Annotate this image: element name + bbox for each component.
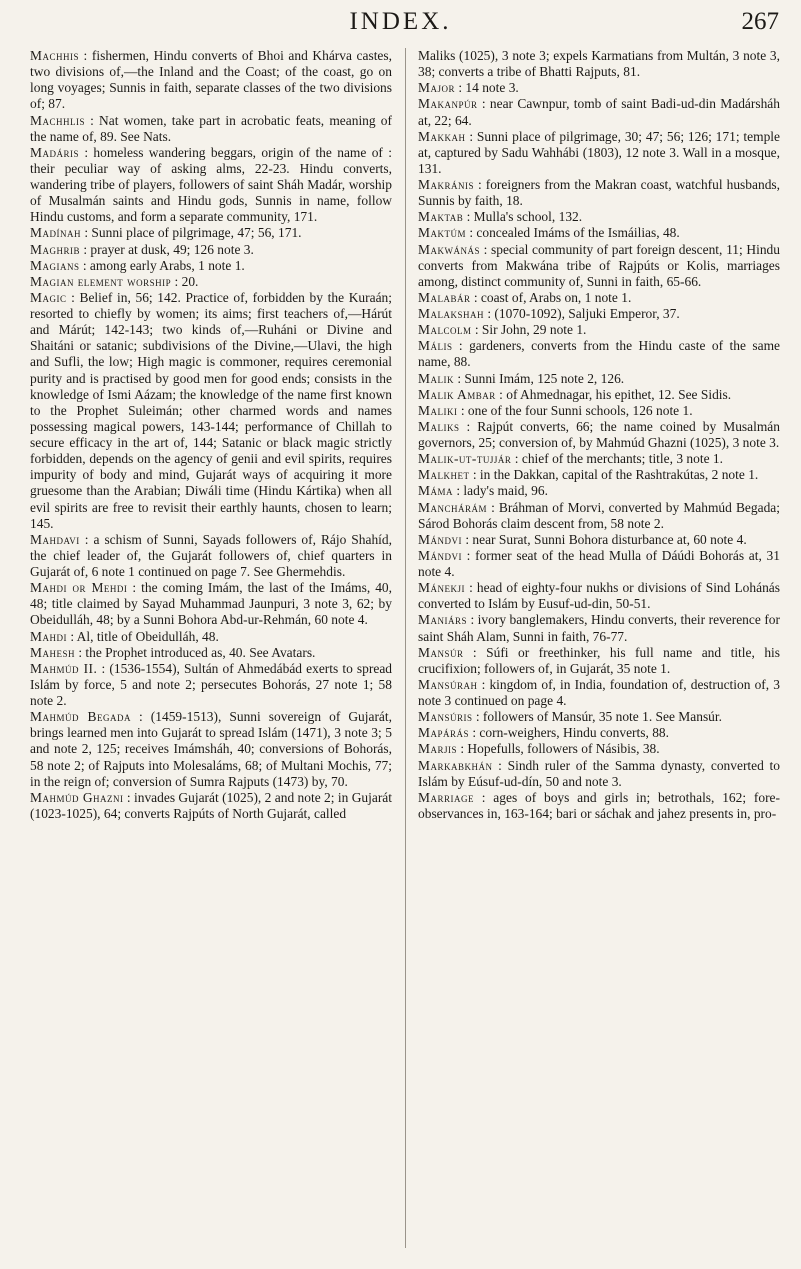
entry-text: : ages of boys and girls in; betrothals, 162; fore-observances in, 163-164; bari or sáchak and jahez presents in, pro- (418, 789, 780, 821)
index-entry (418, 242, 780, 290)
entry-text: : coast of, Arabs on, 1 note 1. (470, 289, 632, 305)
entry-headword: Madáris (30, 144, 79, 160)
entry-headword: Malcolm (418, 322, 472, 338)
entry-text: : Nat women, take part in acrobatic feats, meaning of the name of, 89. See Nats. (30, 112, 392, 144)
index-entry (418, 419, 780, 451)
entry-headword: Major (418, 80, 455, 96)
entry-text: : fishermen, Hindu converts of Bhoi and Khárva castes, two divisions of,—the Inland and the Coast; of the coast, go on long voyages; Sunnis in faith, separate classes of the two divisions of; 87. (30, 48, 392, 112)
entry-text: : in the Dakkan, capital of the Rashtrakútas, 2 note 1. (469, 467, 759, 483)
index-entry (30, 629, 392, 645)
entry-text: : near Cawnpur, tomb of saint Badi-ud-din Madársháh at, 22; 64. (418, 96, 780, 128)
index-entry (30, 274, 392, 290)
entry-text: : Sunni place of pilgrimage, 47; 56, 171. (80, 225, 302, 241)
entry-headword: Madínah (30, 225, 81, 241)
entry-headword: Makkah (418, 128, 466, 144)
entry-headword: Mansúris (418, 709, 473, 725)
entry-headword: Malik (418, 370, 454, 386)
entry-text: : concealed Imáms of the Ismáilias, 48. (465, 225, 680, 241)
index-entry (418, 129, 780, 177)
page-number: 267 (741, 8, 779, 35)
entry-text: : 14 note 3. (454, 80, 519, 96)
entry-text: : Rajpút converts, 66; the name coined by Musalmán governors, 25; conversion of, by Mahmúd Ghazni (1025), 3 note 3. (418, 418, 780, 450)
entry-headword: Makránis (418, 177, 474, 192)
entry-headword: Magic (30, 289, 67, 305)
index-entry (418, 80, 780, 96)
index-entry (418, 500, 780, 532)
entry-headword: Maktab (418, 209, 464, 225)
entry-text: : Mulla's school, 132. (463, 209, 583, 225)
index-entry (418, 451, 780, 467)
index-entry (30, 709, 392, 790)
index-entry (418, 758, 780, 790)
entry-headword: Makwánás (418, 241, 480, 257)
entry-headword: Malik Ambar (418, 386, 496, 402)
entry-headword: Malakshah (418, 306, 484, 321)
entry-headword: Maniárs (418, 612, 467, 628)
entry-text: : gardeners, converts from the Hindu caste of the same name, 88. (418, 338, 780, 370)
entry-headword: Mahmúd II. (30, 660, 98, 676)
entry-text: : Sunni Imám, 125 note 2, 126. (453, 370, 625, 386)
entry-headword: Magian element worship (30, 273, 172, 289)
index-entry (418, 467, 780, 483)
index-entry (30, 580, 392, 628)
entry-headword: Mándvi (418, 547, 462, 563)
entry-text: : former seat of the head Mulla of Dáúdi Bohorás at, 31 note 4. (418, 547, 780, 579)
index-entry (418, 290, 780, 306)
entry-headword: Malkhet (418, 467, 470, 483)
index-entry (418, 677, 780, 709)
entry-headword: Marriage (418, 789, 474, 805)
index-entry (30, 242, 392, 258)
entry-text: : Bráhman of Morvi, converted by Mahmúd Begada; Sárod Bohorás claim descent from, 58 note 2. (418, 499, 780, 531)
entry-headword: Makanpúr (418, 96, 478, 112)
entry-text: : of Ahmednagar, his epithet, 12. See Sidis. (495, 386, 732, 402)
entry-headword: Mánekji (418, 580, 465, 596)
entry-text: : Sunni place of pilgrimage, 30; 47; 56; 126; 171; temple at, captured by Sadu Wahhábi (1803), 12 note 3. Wall in a mosque, 131. (418, 128, 780, 176)
entry-text: : chief of the merchants; title, 3 note 1. (511, 451, 723, 467)
entry-headword: Mahmúd Ghazni (30, 789, 124, 805)
entry-text: : (1536-1554), Sultán of Ahmedábád exerts to spread Islám by force, 5 and note 2; persecutes Bohorás, 27 note 1; 58 note 2. (30, 660, 392, 708)
entry-text: : Sindh ruler of the Samma dynasty, converted to Islám by Eúsuf-ud-dín, 50 and note 3. (418, 757, 780, 789)
index-entry (30, 225, 392, 241)
entry-text: : foreigners from the Makran coast, watchful husbands, Sunnis by faith, 18. (418, 177, 780, 209)
entry-text: : (1459-1513), Sunni sovereign of Gujarát, brings learned men into Gujarát to spread Islám (1471), 3 note 3; 5 and note 2, 125; receives Imámsháh, 40; conversions of Bohorás, 58 note 2; of Rajputs into Molesaláms, 68; of Multani Mochis, 77; in the reign of; conversion of Sumra Rajputs (1473) by, 70. (30, 709, 392, 789)
entry-text: : 20. (171, 273, 199, 289)
entry-text: : ivory banglemakers, Hindu converts, their reverence for saint Sháh Alam, Sunni in faith, 76-77. (418, 612, 780, 644)
entry-headword: Mansúr (418, 644, 464, 660)
index-entry (418, 306, 780, 322)
entry-text: : near Surat, Sunni Bohora disturbance at, 60 note 4. (461, 531, 747, 547)
index-entry (30, 532, 392, 580)
entry-text: : (1070-1092), Saljuki Emperor, 37. (483, 306, 680, 321)
page-title: INDEX. (349, 8, 452, 35)
index-entry (418, 645, 780, 677)
index-entry (30, 258, 392, 274)
index-entry (418, 790, 780, 822)
entry-text: : Hopefulls, followers of Násibis, 38. (456, 741, 660, 757)
entry-headword: Mahdavi (30, 531, 80, 547)
entry-headword: Mális (418, 338, 453, 354)
entry-headword: Mahmúd Begada (30, 709, 131, 725)
entry-text: : invades Gujarát (1025), 2 and note 2; in Gujarát (1023-1025), 64; converts Rajpúts of North Gujarát, called (30, 789, 392, 821)
index-entry (418, 338, 780, 370)
entry-headword: Magians (30, 257, 80, 273)
index-entry (418, 387, 780, 403)
index-entry (418, 371, 780, 387)
entry-headword: Mansúrah (418, 676, 478, 692)
index-entry (418, 225, 780, 241)
entry-text: : lady's maid, 96. (452, 483, 548, 499)
entry-headword: Máma (418, 483, 453, 499)
entry-headword: Maliks (418, 418, 460, 434)
index-entry (418, 612, 780, 644)
index-entry (418, 741, 780, 757)
entry-headword: Maktúm (418, 225, 466, 241)
index-entry (418, 548, 780, 580)
index-entry (30, 661, 392, 709)
entry-headword: Mapárás (418, 725, 469, 741)
index-entry (30, 145, 392, 226)
entry-headword: Machhlis (30, 112, 85, 128)
entry-text: : followers of Mansúr, 35 note 1. See Mansúr. (472, 709, 722, 725)
entry-text: : special community of part foreign descent, 11; Hindu converts from Makwána tribe of Rajpúts or Kolis, marriages among, distinct community of, Sunni in faith, 65-66. (418, 241, 780, 289)
entry-text: : among early Arabs, 1 note 1. (79, 257, 245, 273)
index-entry (418, 532, 780, 548)
entry-text: : Sir John, 29 note 1. (471, 322, 587, 338)
index-column-right (418, 48, 780, 822)
index-entry (418, 209, 780, 225)
index-entry (30, 48, 392, 113)
entry-headword: Markabkhán (418, 757, 493, 773)
index-entry (418, 709, 780, 725)
entry-text: : head of eighty-four nukhs or divisions of Sind Lohánás converted to Islám by Eusuf-ud-din, 50-51. (418, 580, 780, 612)
entry-text: : Súfi or freethinker, his full name and title, his crucifixion; followers of, in Gujarát, 35 note 1. (418, 644, 780, 676)
entry-text: : the Prophet introduced as, 40. See Avatars. (74, 644, 316, 660)
entry-headword: Machhis (30, 48, 79, 63)
index-entry (418, 403, 780, 419)
entry-headword: Maghrib (30, 241, 80, 257)
index-entry (418, 177, 780, 209)
entry-text: : a schism of Sunni, Sayads followers of, Rájo Shahíd, the chief leader of, the Gujarát followers of, chief quarters in Gujarát of, 6 note 1 continued on page 7. See Ghermehdis. (30, 531, 392, 579)
index-entry (418, 96, 780, 128)
entry-headword: Manchárám (418, 499, 487, 515)
index-entry (418, 483, 780, 499)
entry-text: : kingdom of, in India, foundation of, destruction of, 3 note 3 continued on page 4. (418, 676, 780, 708)
page-header (0, 0, 801, 40)
entry-headword: Mahdi or Mehdi (30, 580, 128, 596)
entry-text: : Belief in, 56; 142. Practice of, forbidden by the Kuraán; resorted to chiefly by women; its aims; first teachers of,—Hárút and Márút; 142-143; two kinds of,—Ruháni or Divine and Shaitáni or satanic; subdivisions of the Divine,—Ulavi, the high and Sufli, the low; High magic is commoner, requires ceremonial purity and is practised by good men for good ends; consists in the knowledge of Ismi Aázam; the knowledge of the name first known to the Prophet Suleimán; other charmed words and names possessing magical powers, 143-144; performance of Chillah to secure efficacy in the art of, 144; Satanic or black magic strictly forbidden, depends on the agency of genii and evil spirits, requires impurity of body and mind, Gujarát ways of acquiring it more gruesome than the Arabian; Diwáli time (Hindu Kártika) when all evil spirits are free to revisit their earthly haunts, chosen to learn; 145. (30, 289, 392, 531)
entry-headword: Mahesh (30, 644, 75, 660)
column-divider (405, 48, 406, 1248)
entry-headword: Mahdi (30, 628, 67, 644)
entry-text: : corn-weighers, Hindu converts, 88. (468, 725, 669, 741)
entry-text: : the coming Imám, the last of the Imáms, 40, 48; title claimed by Sayad Muhammad Jaunpuri, 3 note 3, 62; by Obeidulláh, 48; by a Sunni Bohora Abd-ur-Rehmán, 60 note 4. (30, 580, 393, 628)
entry-headword: Maliki (418, 402, 458, 418)
index-column-left (30, 48, 392, 822)
index-entry (418, 580, 780, 612)
entry-text: Maliks (1025), 3 note 3; expels Karmatians from Multán, 3 note 3, 38; converts a tribe of Bhatti Rajputs, 81. (418, 48, 780, 80)
index-entry (30, 113, 392, 145)
entry-headword: Mándvi (418, 531, 462, 547)
index-entry (418, 48, 780, 80)
index-entry (30, 645, 392, 661)
index-entry (30, 290, 392, 532)
entry-text: : prayer at dusk, 49; 126 note 3. (79, 241, 254, 257)
entry-headword: Marjis (418, 741, 457, 757)
entry-text: : one of the four Sunni schools, 126 note 1. (457, 402, 693, 418)
entry-headword: Malik-ut-tujjár (418, 451, 512, 467)
entry-headword: Malabár (418, 289, 471, 305)
index-entry (30, 790, 392, 822)
index-entry (418, 725, 780, 741)
entry-text: : homeless wandering beggars, origin of the name of : their peculiar way of asking alms, 22-23. Hindu converts, wandering tribe of players, followers of saint Sháh Madár, worship of Musalmán saints and Hindu gods, Sunnis in name, follow Hindu customs, and form a separate community, 171. (30, 144, 392, 225)
index-entry (418, 322, 780, 338)
entry-text: : Al, title of Obeidulláh, 48. (66, 628, 219, 644)
